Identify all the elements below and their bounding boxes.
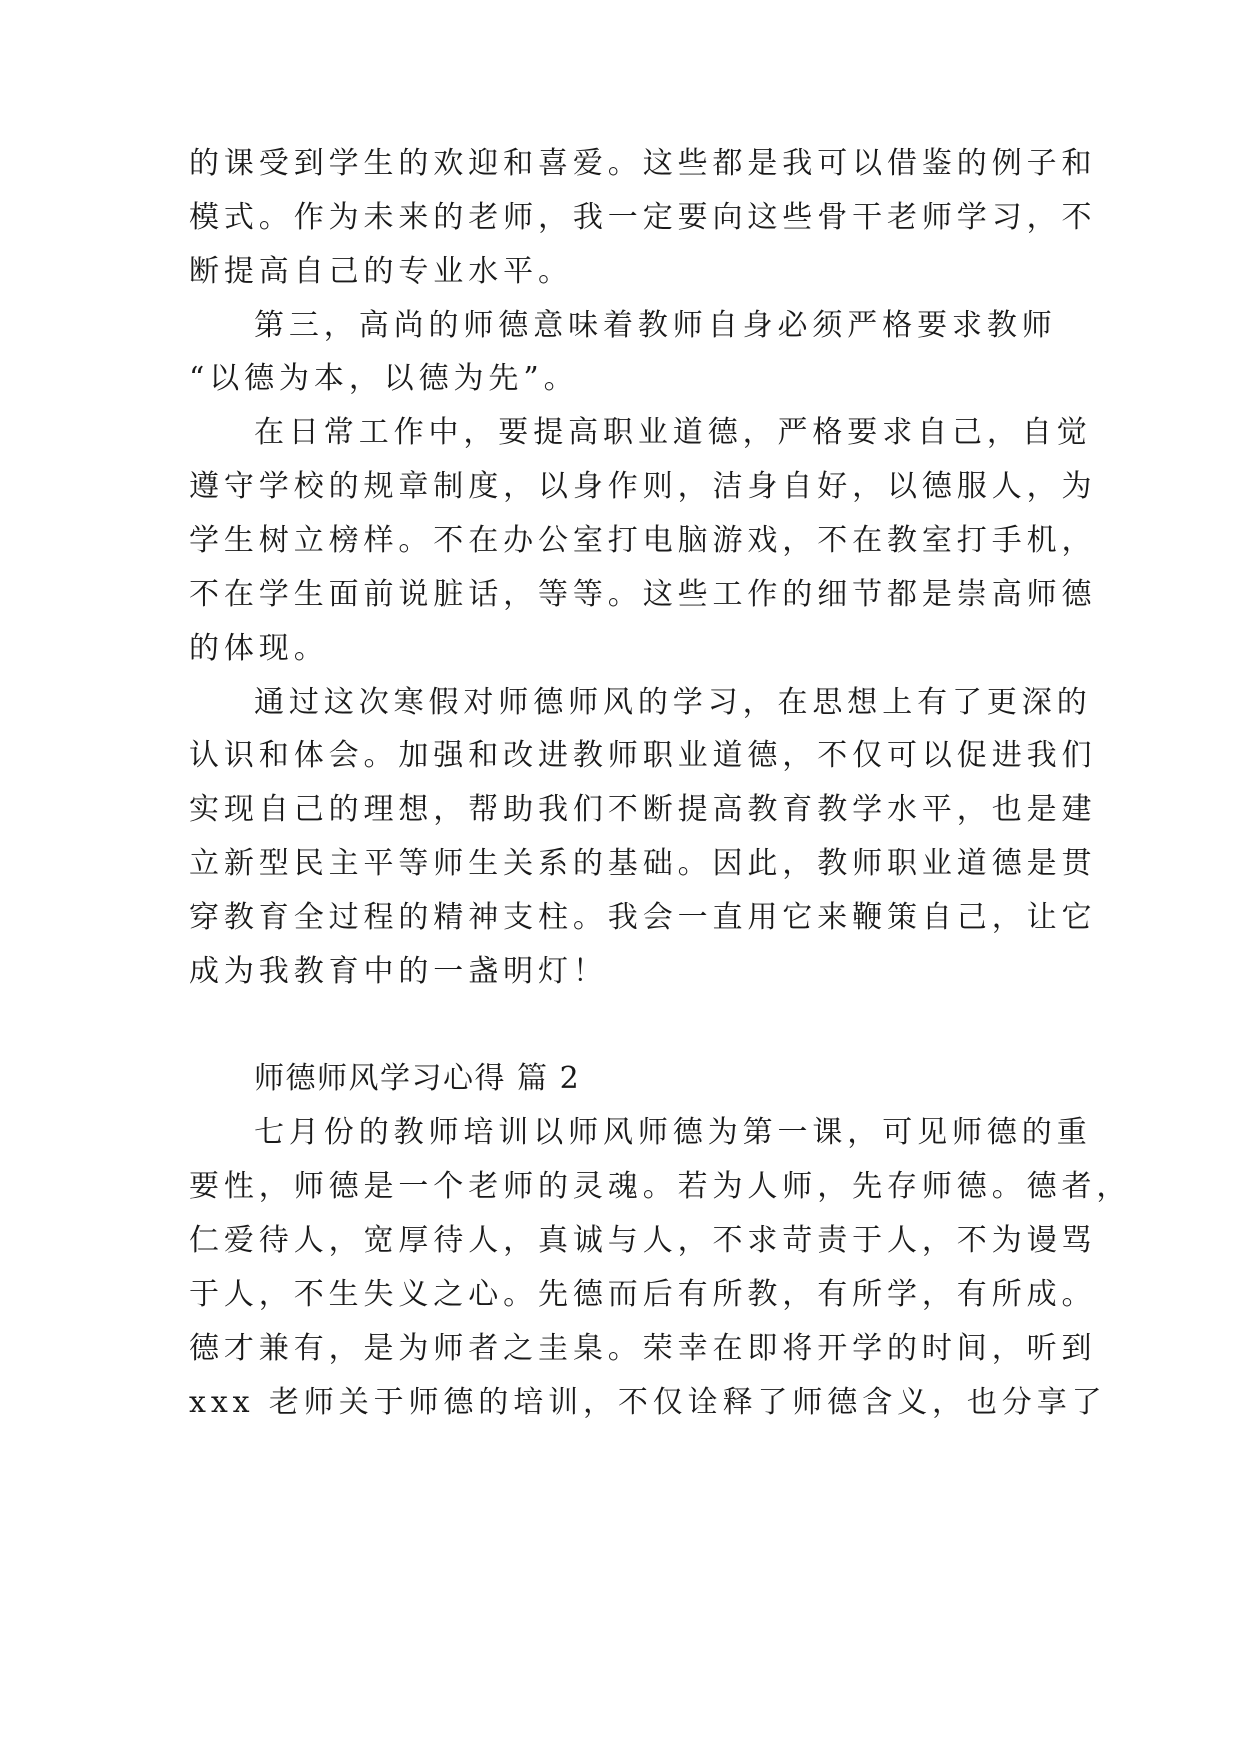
paragraph-line: 于人，不生失义之心。先德而后有所教，有所学，有所成。 <box>189 1277 1097 1312</box>
paragraph-line: 立新型民主平等师生关系的基础。因此，教师职业道德是贯 <box>189 846 1097 881</box>
paragraph-line: 模式。作为未来的老师，我一定要向这些骨干老师学习，不 <box>189 200 1097 235</box>
paragraph-line: “以德为本，以德为先”。 <box>189 361 579 396</box>
paragraph-line: 要性，师德是一个老师的灵魂。若为人师，先存师德。德者， <box>189 1169 1132 1204</box>
paragraph-line: 仁爱待人，宽厚待人，真诚与人，不求苛责于人，不为谩骂 <box>189 1223 1097 1258</box>
section-heading: 师德师风学习心得 篇 2 <box>254 1061 581 1096</box>
paragraph-line: 第三，高尚的师德意味着教师自身必须严格要求教师 <box>254 308 1057 343</box>
paragraph-line: 实现自己的理想，帮助我们不断提高教育教学水平，也是建 <box>189 792 1097 827</box>
paragraph-line: 断提高自己的专业水平。 <box>189 254 573 289</box>
paragraph-line: 在日常工作中，要提高职业道德，严格要求自己，自觉 <box>254 415 1092 450</box>
paragraph-line: 不在学生面前说脏话，等等。这些工作的细节都是崇高师德 <box>189 577 1097 612</box>
paragraph-line: 通过这次寒假对师德师风的学习，在思想上有了更深的 <box>254 685 1092 720</box>
paragraph-line: 德才兼有，是为师者之圭臬。荣幸在即将开学的时间，听到 <box>189 1331 1097 1366</box>
paragraph-line: 学生树立榜样。不在办公室打电脑游戏，不在教室打手机， <box>189 523 1097 558</box>
paragraph-line: 成为我教育中的一盏明灯！ <box>189 954 608 989</box>
paragraph-line: xxx 老师关于师德的培训，不仅诠释了师德含义，也分享了 <box>189 1385 1107 1420</box>
paragraph-line: 七月份的教师培训以师风师德为第一课，可见师德的重 <box>254 1115 1092 1150</box>
paragraph-line: 的课受到学生的欢迎和喜爱。这些都是我可以借鉴的例子和 <box>189 146 1097 181</box>
paragraph-line: 认识和体会。加强和改进教师职业道德，不仅可以促进我们 <box>189 738 1097 773</box>
paragraph-line: 的体现。 <box>189 631 329 666</box>
paragraph-line: 遵守学校的规章制度，以身作则，洁身自好，以德服人，为 <box>189 469 1097 504</box>
paragraph-line: 穿教育全过程的精神支柱。我会一直用它来鞭策自己，让它 <box>189 900 1097 935</box>
